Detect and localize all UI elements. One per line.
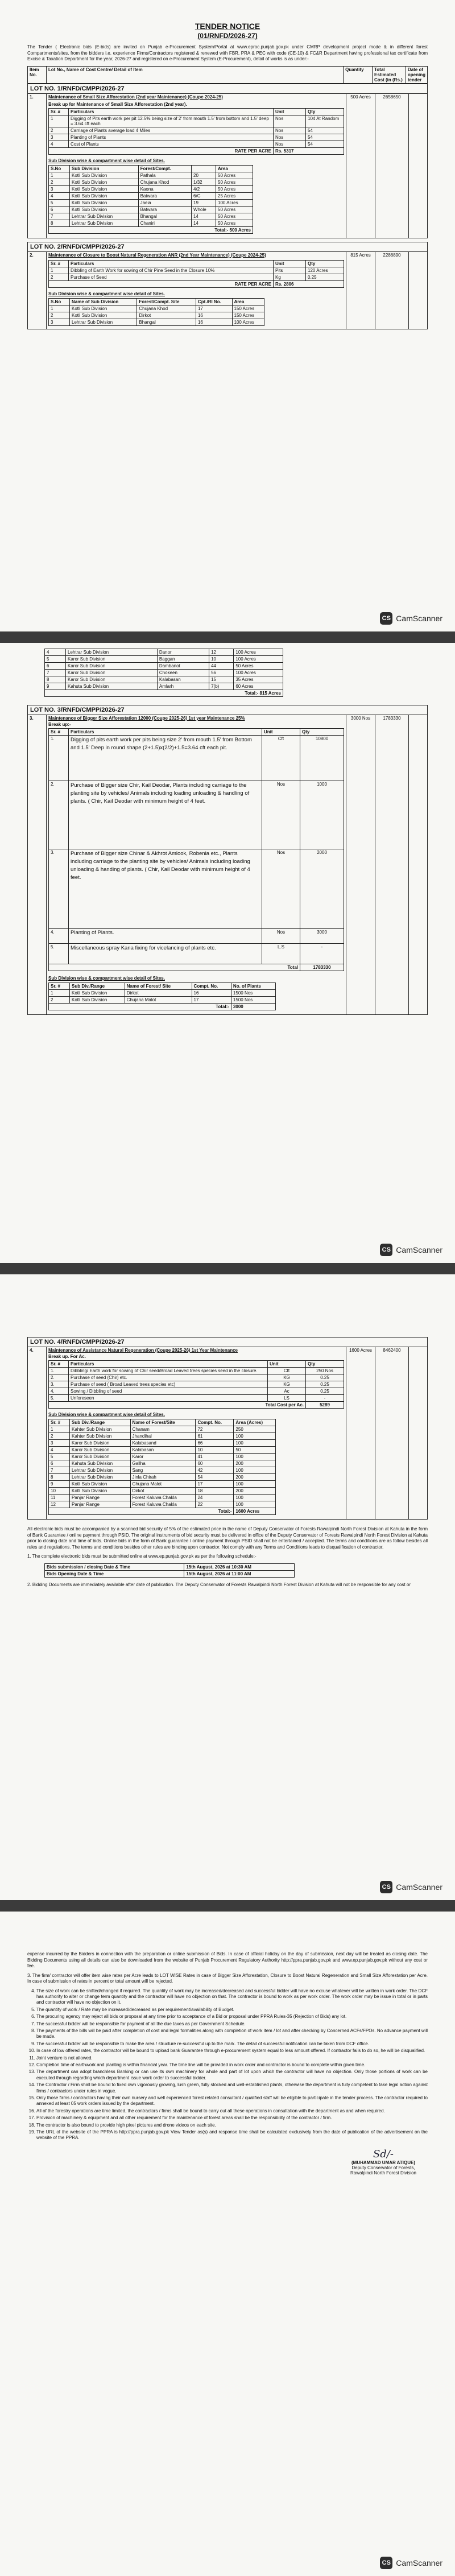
camscanner-watermark: [380, 1244, 442, 1256]
list-item: 12. Completion time of earthwork and planting is within financial year. The time line will be provided in work order and contractor is bound to complete within given time.: [36, 2062, 428, 2068]
list-item: 16. All of the forestry operations are time limited, the contractors / firms shall be bound to carry out all these operations in consultation with the department as and when required.: [36, 2108, 428, 2114]
table-row: 2 Carriage of Plants average load 4 Miles Nos 54: [49, 127, 344, 134]
table-row: 3 Karor Sub Division Kalabasand 66 100: [49, 1440, 276, 1447]
table-row: 1 Dibbling of Earth Work for sowing of Chir Pine Seed in the Closure 10% Pits 120 Acres: [49, 267, 344, 274]
table-row: 8 Lehtrar Sub Division Chaniri 14 50 Acres: [49, 220, 253, 226]
list-item: 14. The Contractor / Firm shall be bound to fixed own vigorously growing, lush green, fully stocked and well-established plants, otherwise the department is fully competent to take legal action against firms / contractors under rules in vogue.: [36, 2082, 428, 2094]
signatory-title: Deputy Conservator of Forests,: [351, 2165, 415, 2170]
lot2-qty: 815 Acres: [346, 251, 375, 329]
table-row: 4. Sowing / Dibbling of seed Ac 0.25: [49, 1388, 344, 1395]
list-item: 19. The URL of the website of the PPRA is http://ppra.punjab.gov.pk View Tender as(s) and response time shall be calculated exclusively from the date of publication of the advertisement on the website of the PPRA.: [36, 2129, 428, 2141]
camscanner-label: CamScanner: [396, 1245, 442, 1254]
lot3-title: LOT NO. 3/RNFD/CMPP/2026-27: [27, 705, 428, 715]
note-3: 3. The firm/ contractor will offer item wise rates per Acre leads to LOT WISE Rates in case of Bigger Size Afforestation, Closure to Boost Natural Regeneration and Small Size Afforestation per Acre. In case of submission of rates in percent or total amount will be rejected.: [27, 1972, 428, 1984]
table-row: Bids submission / closing Date & Time 15th August, 2026 at 10:30 AM: [45, 1563, 295, 1570]
lot1-block: 1. Maintenance of Small Size Afforestation (2nd year Maintenance) (Coupe 2024-25) Break up for Maintenance of Small Size Afforestation (2nd year). Sr. # Particulars Unit Qty 1 Digging of Pits earth work per pit 12.5% being size of 2' from mouth 1.5' from bottom and 1.5' deep = 3.64 cft each Nos 104 At Random 2 Carriage of Plants average load 4 Miles Nos 54 3 Planting of Plants Nos 54 4 Cost of Plants Nos 54 RATE PER ACRE Rs. 5317 Sub Division wise & compartment wise detail of Sites. S.No Sub Division Forest/Compt. Area 1 Kotli Sub Division Pathala 20 50 Acres 2 Kotli Sub Division Chujana Khod 1/32 50 Acres 3 Kotli Sub Division Kaona 4/2 50 Acres 4 Kotli Sub Division Batwara 6/C 25 Acres 5 Kotli Sub Division Jaeia 19 100 Acres 6 Kotli Sub Division Batwara Whole 50 Acres 7 Lehtrar Sub Division Bhangal 14 50 Acres 8 Lehtrar Sub Division Chaniri 14 50 Acres Total:- 500 Acres 500 Acres 2658650: [27, 93, 428, 238]
lot3-block: 3. Maintenance of Bigger Size Afforestation 12000 (Coupe 2025-26) 1st year Maintenance 25% Break up:- Sr. # Particulars Unit Qty 1. Digging of pits earth work per pits being size 2' from mouth 1.5' from Bottom and 1.5' Deep in round shape (2+1.5)x(2/2)+1.5=3.64 cft each pit. Cft 10800 2. Purchase of Bigger size Chir, Kail Deodar, Plants including carriage to the planting site by vehicles/ Animals including loading unloading & handling of plants. ( Chir, Kail Deodar with minimum height of 4 feet. Nos 1000 3. Purchase of Bigger size Chinar & Akhrot Amlook, Robenia etc., Plants including carriage to the planting site by vehicles/ Animals including loading unloading & handing of plants. ( Chir, Kail Deodar with minimum height of 4 feet. Nos 2000 4. Planting of Plants. Nos 3000 5. Miscellaneous spray Kana fixing for vicelancing of plants etc. L.S - Total 1783330 Sub Division wise & compartment wise detail of Sites. Sr. # Sub Div./Range Name of Forest/ Site Compt. No. No. of Plants 1 Kotli Sub Division Dirkot 16 1500 Nos 2 Kotli Sub Division Chujana Malot 17 1500 Nos Total:- 3000 3000 Nos 1783330: [27, 715, 428, 1015]
list-item: 4. The size of work can be shifted/changed if required. The quantity of work may be increased/decreased and successful bidder will have no excuse whatever will be written in work order. The DCF has authority to alter or change term quantity and the contractor will have no objection on that. The contractor is bound to work as per work order. The work order may be issue in total or in parts and contractor will have no objection on it.: [36, 1988, 428, 2006]
camscanner-watermark: [380, 612, 442, 625]
table-row: 7 Karor Sub Division Chokeen 56 100 Acres: [45, 670, 283, 676]
table-row: 2. Purchase of seed (Chir) etc. KG 0.25: [49, 1374, 344, 1381]
table-row: 9 Kahuta Sub Division Amlarh 7(b) 60 Acres: [45, 683, 283, 690]
lot3-heading: Maintenance of Bigger Size Afforestation 12000 (Coupe 2025-26) 1st year Maintenance 25%: [48, 716, 245, 721]
lot3-breakup-table: Sr. # Particulars Unit Qty 1. Digging of pits earth work per pits being size 2' from mouth 1.5' from Bottom and 1.5' Deep in round shape (2+1.5)x(2/2)+1.5=3.64 cft each pit. Cft 10800 2. Purchase of Bigger size Chir, Kail Deodar, Plants including carriage to the planting site by vehicles/ Animals including loading unloading & handling of plants. ( Chir, Kail Deodar with minimum height of 4 feet. Nos 1000 3. Purchase of Bigger size Chinar & Akhrot Amlook, Robenia etc., Plants including carriage to the planting site by vehicles/ Animals including loading unloading & handing of plants. ( Chir, Kail Deodar with minimum height of 4 feet. Nos 2000 4. Planting of Plants. Nos 3000 5. Miscellaneous spray Kana fixing for vicelancing of plants etc. L.S - Total 1783330: [48, 728, 344, 971]
col-qty: Quantity: [344, 66, 373, 83]
lot2-site-title: Sub Division wise & compartment wise detail of Sites.: [48, 291, 165, 296]
camscanner-logo-icon: CS: [380, 1881, 392, 1893]
table-row: 1 Digging of Pits earth work per pit 12.5% being size of 2' from mouth 1.5' from bottom and 1.5' deep = 3.64 cft each Nos 104 At Random: [49, 115, 344, 127]
camscanner-logo-icon: CS: [380, 1244, 392, 1256]
camscanner-label: CamScanner: [396, 2558, 442, 2567]
lot1-qty: 500 Acres: [346, 93, 375, 238]
document-page-2: [0, 643, 455, 1263]
table-row: 5 Kotli Sub Division Jaeia 19 100 Acres: [49, 199, 253, 206]
signature-mark: Sd/-: [373, 2148, 394, 2160]
list-item: 6. The procuring agency may reject all bids or proposal at any time prior to acceptance of a Bid or proposal under PPRA Rules-35 (Rejection of Bids) any lot.: [36, 2014, 428, 2020]
signature-block: [350, 2148, 416, 2175]
list-item: 8. The payments of the bills will be paid after completion of cost and legal formalities along with completion of work item / lot and after checking by Concerned ACFs/FPOs. No advance payment will be made.: [36, 2028, 428, 2040]
lot1-total: Total:- 500 Acres: [49, 226, 253, 233]
table-row: 2 Kotli Sub Division Dirkot 16 150 Acres: [49, 312, 264, 319]
list-item: 5. The quantity of work / Rate may be increased/decreased as per requirement/availability of Budget.: [36, 2007, 428, 2013]
works-header-table: [27, 66, 428, 84]
camscanner-label: CamScanner: [396, 614, 442, 623]
lot4-site-title: Sub Division wise & compartment wise detail of Sites.: [48, 1412, 165, 1417]
lot1-sites-table: S.No Sub Division Forest/Compt. Area 1 Kotli Sub Division Pathala 20 50 Acres 2 Kotli Sub Division Chujana Khod 1/32 50 Acres 3 Kotli Sub Division Kaona 4/2 50 Acres 4 Kotli Sub Division Batwara 6/C 25 Acres 5 Kotli Sub Division Jaeia 19 100 Acres 6 Kotli Sub Division Batwara Whole 50 Acres 7 Lehtrar Sub Division Bhangal 14 50 Acres 8 Lehtrar Sub Division Chaniri 14 50 Acres Total:- 500 Acres: [48, 165, 253, 234]
lot2-block: 2. Maintenance of Closure to Boost Natural Regeneration ANR (2nd Year Maintenance) (Coupe 2024-25) Sr. # Particulars Unit Qty 1 Dibbling of Earth Work for sowing of Chir Pine Seed in the Closure 10% Pits 120 Acres 2 Purchase of Seed Kg 0.25 RATE PER ACRE Rs. 2806 Sub Division wise & compartment wise detail of Sites. S.No Name of Sub Division Forest/Compt. Site Cpt./RI No. Area 1 Kotli Sub Division Chujana Khod 17 150 Acres 2 Kotli Sub Division Dirkot 16 150 Acres 3 Lehtrar Sub Division Bhangal 16 100 Acres 815 Acres 2286890: [27, 251, 428, 329]
lot4-title: LOT NO. 4/RNFD/CMPP/2026-27: [27, 1337, 428, 1347]
lot1-title: LOT NO. 1/RNFD/CMPP/2026-27: [27, 84, 428, 93]
table-row: 10 Kotli Sub Division Dirkot 18 200: [49, 1488, 276, 1495]
note-2-continued: expense incurred by the Bidders in connection with the preparation or online submission of Bids. In case of official holiday on the day of submission, next day will be treated as closing date. The Bidding Documents using all details can also be downloaded from the website of Punjab Procurement Regulatory Authority http://ppra.punjab.gov.pk and www.ep.punjab.gov.pk without any cost or fee.: [27, 1951, 428, 1968]
table-row: 6 Karor Sub Division Dambanot 44 50 Acres: [45, 663, 283, 670]
lot3-site-title: Sub Division wise & compartment wise detail of Sites.: [48, 976, 165, 981]
table-row: 9 Kotli Sub Division Chujana Malot 17 100: [49, 1481, 276, 1488]
table-row: 3 Lehtrar Sub Division Bhangal 16 100 Acres: [49, 319, 264, 325]
lot2-heading: Maintenance of Closure to Boost Natural Regeneration ANR (2nd Year Maintenance) (Coupe 2024-25): [48, 252, 266, 258]
lot3-sites-table: Sr. # Sub Div./Range Name of Forest/ Site Compt. No. No. of Plants 1 Kotli Sub Division Dirkot 16 1500 Nos 2 Kotli Sub Division Chujana Malot 17 1500 Nos Total:- 3000: [48, 982, 276, 1010]
lot1-site-title: Sub Division wise & compartment wise detail of Sites.: [48, 158, 165, 163]
table-row: 2 Purchase of Seed Kg 0.25: [49, 274, 344, 280]
note-2: 2. Bidding Documents are immediately available after date of publication. The Deputy Conservator of Forests Rawalpindi North Forest Division at Kahuta will not be responsible for any cost or: [27, 1582, 411, 1587]
lot4-heading: Maintenance of Assistance Natural Regeneration (Coupe 2025-26) 1st Year Maintenance: [48, 1348, 238, 1353]
lot1-breakup: Break up for Maintenance of Small Size Afforestation (2nd year).: [48, 101, 187, 107]
table-row: 4. Planting of Plants. Nos 3000: [49, 929, 344, 944]
camscanner-logo-icon: CS: [380, 612, 392, 625]
table-row: 5 Karor Sub Division Karor 41 100: [49, 1454, 276, 1460]
table-row: 3. Purchase of Bigger size Chinar & Akhrot Amlook, Robenia etc., Plants including carriage to the planting site by vehicles/ Animals including loading unloading & handing of plants. ( Chir, Kail Deodar with minimum height of 4 feet. Nos 2000: [49, 849, 344, 929]
schedule-table: [44, 1563, 295, 1578]
list-item: 18. The contractor is also bound to provide high pixel pictures and drone videos on each site.: [36, 2123, 428, 2128]
table-row: 2 Kahter Sub Division Jhandihal 61 100: [49, 1433, 276, 1440]
table-row: 2 Kotli Sub Division Chujana Malot 17 1500 Nos: [49, 997, 276, 1004]
signatory-division: Rawalpindi North Forest Division: [350, 2170, 416, 2175]
lot2-title: LOT NO. 2/RNFD/CMPP/2026-27: [27, 242, 428, 251]
document-page-4: [0, 1912, 455, 2576]
table-row: 1 Kotli Sub Division Dirkot 16 1500 Nos: [49, 990, 276, 997]
col-lot: Lot No., Name of Cost Centre/ Detail of Item: [46, 66, 343, 83]
bid-security-notes: All electronic bids must be accompanied by a scanned bid security of 5% of the estimated price in the name of Deputy Conservator of Forests Rawalpindi North Forest Division at Kahuta in the form of Bank Guarantee / online payment through PSID. The original instruments of bid security must be delivered in office of the Deputy Conservator of Forests Rawalpindi North Forest Division at Kahuta prior to closing date and time of bids. Online bids in the form of Bank guarantee / online payment through PSID shall not be entertained / accepted. The terms and conditions are as follow besides all rules and regulations. The terms and conditions besides other rules are binding upon contractor. Not comply with any Terms and Conditions leads to disqualification of contractor.: [27, 1526, 428, 1550]
lot2-sites-table: S.No Name of Sub Division Forest/Compt. Site Cpt./RI No. Area 1 Kotli Sub Division Chujana Khod 17 150 Acres 2 Kotli Sub Division Dirkot 16 150 Acres 3 Lehtrar Sub Division Bhangal 16 100 Acres: [48, 298, 264, 326]
lot4-block: 4. Maintenance of Assistance Natural Regeneration (Coupe 2025-26) 1st Year Maintenance Break up. For Ac. Sr. # Particulars Unit Qty 1. Dibbling/ Earth work for sowing of Chir seed/Broad Leaved trees species seed in the closure. Cft 250 Nos 2. Purchase of seed (Chir) etc. KG 0.25 3. Purchase of seed ( Broad Leaved trees species etc) KG 0.25 4. Sowing / Dibbling of seed Ac 0.25 5. Unforeseen LS - Total Cost per Ac. 5289 Sub Division wise & compartment wise detail of Sites. Sr. # Sub Div./Range Name of Forest/Site Compt. No. Area (Acres) 1 Kahter Sub Division Chanam 72 250 2 Kahter Sub Division Jhandihal 61 100 3 Karor Sub Division Kalabasand 66 100 4 Karor Sub Division Kalabasan 10 50 5 Karor Sub Division Karor 41 100 6 Kahuta Sub Division Gallha 60 200 7 Lehtrar Sub Division Sang 42 100 8 Lehtrar Sub Division Jinla Chirah 54 200 9 Kotli Sub Division Chujana Malot 17 100 10 Kotli Sub Division Dirkot 18 200 11 Panjar Range Forest Kaluwa Chakla 24 100 12 Panjar Range Forest Kaluwa Chakla 22 100 Total:- 1600 Acres 1600 Acres 8462400: [27, 1347, 428, 1520]
table-row: 5. Miscellaneous spray Kana fixing for vicelancing of plants etc. L.S -: [49, 944, 344, 964]
table-row: Bids Opening Date & Time 15th August, 2026 at 11:00 AM: [45, 1570, 295, 1577]
col-cost: Total Estimated Cost (in (Rs.): [373, 66, 406, 83]
list-item: 15. Only those firms / contractors having their own nursery and well experienced forest related consultant / qualified staff will be eligible to participate in the tender process. The contractor required to annexed at least 05 work orders issued by the department.: [36, 2095, 428, 2107]
lot2-total: Total:- 815 Acres: [45, 690, 283, 697]
notice-title: TENDER NOTICE: [195, 22, 260, 31]
camscanner-watermark: [380, 1881, 442, 1893]
lot3-cost: 1783330: [375, 715, 409, 1015]
lot2-cost: 2286890: [375, 251, 409, 329]
camscanner-logo-icon: CS: [380, 2557, 392, 2569]
table-row: 4 Kotli Sub Division Batwara 6/C 25 Acres: [49, 192, 253, 199]
list-item: 17. Provision of machinery & equipment and all other requirement for the maintenance of forest areas shall be the responsibility of the contractor / firm.: [36, 2115, 428, 2121]
table-row: 3 Planting of Plants Nos 54: [49, 134, 344, 141]
table-row: 1 Kotli Sub Division Pathala 20 50 Acres: [49, 172, 253, 179]
table-row: 4 Karor Sub Division Kalabasan 10 50: [49, 1447, 276, 1454]
list-item: 7. The successful bidder will be responsible for payment of all the due taxes as per Government Schedule.: [36, 2021, 428, 2027]
table-row: 3. Purchase of seed ( Broad Leaved trees species etc) KG 0.25: [49, 1381, 344, 1388]
table-row: 5 Karor Sub Division Baggan 10 100 Acres: [45, 656, 283, 663]
lot4-cost: 8462400: [375, 1347, 409, 1520]
col-item: Item No.: [28, 66, 47, 83]
table-row: 1 Kahter Sub Division Chanam 72 250: [49, 1426, 276, 1433]
table-row: 5. Unforeseen LS -: [49, 1395, 344, 1402]
list-item: 13. The department can adopt branchless Banking or can use its own machinery for whole and part of lot upon which the contractor will have no objection. Only those portions of work can be executed through regarding which department issue work order to successful bidder.: [36, 2069, 428, 2081]
table-row: 8 Karor Sub Division Kalabasan 15 35 Acres: [45, 676, 283, 683]
document-page-1: [0, 0, 455, 631]
list-item: 10. In case of low offered rates, the contractor will be bound to upload bank Guarantee through e-procurement system equal to less amount offered. If contractor fails to do so, he will be disqualified.: [36, 2048, 428, 2054]
lot1-breakup-table: Sr. # Particulars Unit Qty 1 Digging of Pits earth work per pit 12.5% being size of 2' from mouth 1.5' from bottom and 1.5' deep = 3.64 cft each Nos 104 At Random 2 Carriage of Plants average load 4 Miles Nos 54 3 Planting of Plants Nos 54 4 Cost of Plants Nos 54 RATE PER ACRE Rs. 5317: [48, 108, 344, 155]
lot4-qty: 1600 Acres: [346, 1347, 375, 1520]
list-item: 11. Joint venture is not allowed.: [36, 2055, 428, 2061]
table-row: 2. Purchase of Bigger size Chir, Kail Deodar, Plants including carriage to the planting site by vehicles/ Animals including loading unloading & handling of plants. ( Chir, Kail Deodar with minimum height of 4 feet. Nos 1000: [49, 781, 344, 849]
table-row: 6 Kotli Sub Division Batwara Whole 50 Acres: [49, 206, 253, 213]
lot4-breakup-table: Sr. # Particulars Unit Qty 1. Dibbling/ Earth work for sowing of Chir seed/Broad Leaved trees species seed in the closure. Cft 250 Nos 2. Purchase of seed (Chir) etc. KG 0.25 3. Purchase of seed ( Broad Leaved trees species etc) KG 0.25 4. Sowing / Dibbling of seed Ac 0.25 5. Unforeseen LS - Total Cost per Ac. 5289: [48, 1360, 344, 1409]
lot2-sites-continued: [44, 649, 283, 697]
table-row: 1. Digging of pits earth work per pits being size 2' from mouth 1.5' from Bottom and 1.5' Deep in round shape (2+1.5)x(2/2)+1.5=3.64 cft each pit. Cft 10800: [49, 736, 344, 781]
col-time: Date of opening tender: [406, 66, 427, 83]
table-row: 3 Kotli Sub Division Kaona 4/2 50 Acres: [49, 185, 253, 192]
table-row: 11 Panjar Range Forest Kaluwa Chakla 24 100: [49, 1495, 276, 1501]
table-row: 1. Dibbling/ Earth work for sowing of Chir seed/Broad Leaved trees species seed in the closure. Cft 250 Nos: [49, 1368, 344, 1374]
lot1-cost: 2658650: [375, 93, 409, 238]
table-row: 4 Cost of Plants Nos 54: [49, 141, 344, 147]
document-page-3: [0, 1274, 455, 1900]
signatory-name: (MUHAMMAD UMAR ATIQUE): [351, 2160, 415, 2165]
table-row: 4 Lehtrar Sub Division Danor 12 100 Acres: [45, 649, 283, 656]
table-row: 2 Kotli Sub Division Chujana Khod 1/32 50 Acres: [49, 179, 253, 185]
table-row: 7 Lehtrar Sub Division Sang 42 100: [49, 1467, 276, 1474]
notice-intro: The Tender ( Electronic bids (E-bids) are invited on Punjab e-Procurement System/Portal at www.eproc.punjab.gov.pk under CMRP development project mode & in different forest Compartments/sites, from the bidders i.e. experience Firms/Contractors registered & renewed with FBR, PRA & PEC with code (CE-10) & FC&R Department having professional tax certificate from Excise & Taxation Department for the year, 2026-27 and registered on e-Procurement System (E-Procurement), detail of works is as under:-: [27, 44, 428, 61]
lot2-breakup-table: Sr. # Particulars Unit Qty 1 Dibbling of Earth Work for sowing of Chir Pine Seed in the Closure 10% Pits 120 Acres 2 Purchase of Seed Kg 0.25 RATE PER ACRE Rs. 2806: [48, 260, 344, 288]
camscanner-watermark: [380, 2557, 442, 2569]
list-item: 9. The successful bidder will be responsible to make the area / structure re-successful up to the mark. The detail of successful notification can be taken from DCF office.: [36, 2041, 428, 2047]
camscanner-label: CamScanner: [396, 1883, 442, 1892]
table-row: 12 Panjar Range Forest Kaluwa Chakla 22 100: [49, 1501, 276, 1508]
notice-reference: (01/RNFD/2026-27): [197, 32, 258, 40]
note-1: 1. The complete electronic bids must be submitted online at www.ep.punjab.gov.pk as per the following schedule:-: [27, 1554, 257, 1559]
lot4-sites-table: Sr. # Sub Div./Range Name of Forest/Site Compt. No. Area (Acres) 1 Kahter Sub Division Chanam 72 250 2 Kahter Sub Division Jhandihal 61 100 3 Karor Sub Division Kalabasand 66 100 4 Karor Sub Division Kalabasan 10 50 5 Karor Sub Division Karor 41 100 6 Kahuta Sub Division Gallha 60 200 7 Lehtrar Sub Division Sang 42 100 8 Lehtrar Sub Division Jinla Chirah 54 200 9 Kotli Sub Division Chujana Malot 17 100 10 Kotli Sub Division Dirkot 18 200 11 Panjar Range Forest Kaluwa Chakla 24 100 12 Panjar Range Forest Kaluwa Chakla 22 100 Total:- 1600 Acres: [48, 1419, 276, 1515]
table-row: 7 Lehtrar Sub Division Bhangal 14 50 Acres: [49, 213, 253, 220]
lot1-heading: Maintenance of Small Size Afforestation (2nd year Maintenance) (Coupe 2024-25): [48, 94, 223, 100]
table-row: 8 Lehtrar Sub Division Jinla Chirah 54 200: [49, 1474, 276, 1481]
table-row: 6 Kahuta Sub Division Gallha 60 200: [49, 1460, 276, 1467]
lot3-qty: 3000 Nos: [346, 715, 375, 1015]
conditions-list: [27, 1988, 428, 2141]
table-row: 1 Kotli Sub Division Chujana Khod 17 150 Acres: [49, 305, 264, 312]
